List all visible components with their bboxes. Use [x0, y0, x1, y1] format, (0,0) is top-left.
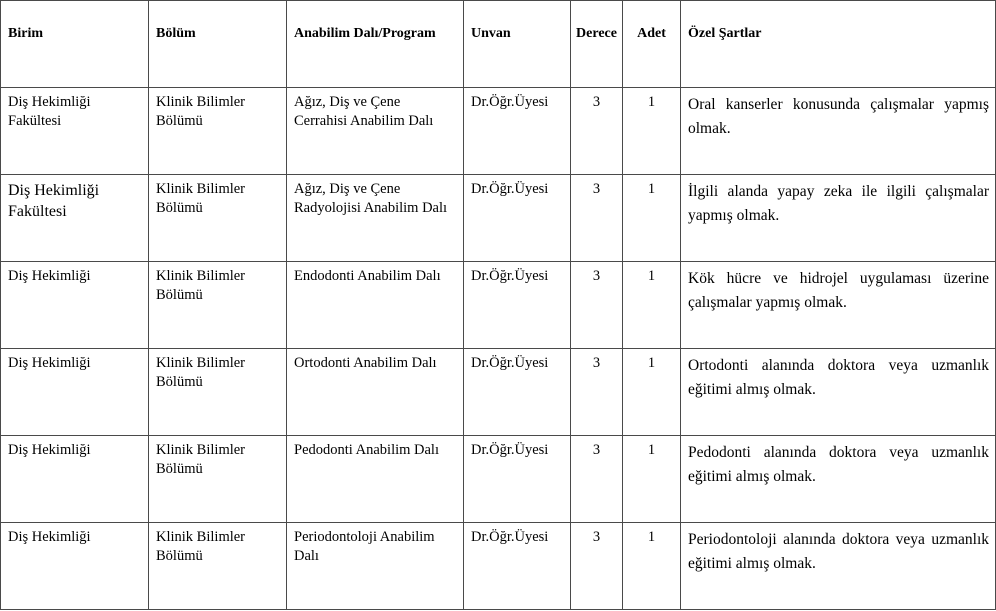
cell-derece: 3 [571, 349, 623, 436]
cell-anabilim: Pedodonti Anabilim Dalı [287, 436, 464, 523]
table-body [1, 88, 996, 610]
cell-ozel-sartlar: Periodontoloji alanında doktora veya uzmanlık eğitimi almış olmak. [681, 523, 996, 610]
cell-adet: 1 [623, 436, 681, 523]
cell-unvan: Dr.Öğr.Üyesi [464, 436, 571, 523]
header-unvan: Unvan [464, 1, 571, 88]
cell-birim: Diş Hekimliği [1, 436, 149, 523]
cell-bolum: Klinik Bilimler Bölümü [149, 88, 287, 175]
cell-derece: 3 [571, 523, 623, 610]
cell-anabilim: Ağız, Diş ve Çene Radyolojisi Anabilim Dalı [287, 175, 464, 262]
cell-ozel-sartlar: Oral kanserler konusunda çalışmalar yapmış olmak. [681, 88, 996, 175]
header-ozel-sartlar: Özel Şartlar [681, 1, 996, 88]
cell-adet: 1 [623, 175, 681, 262]
cell-bolum: Klinik Bilimler Bölümü [149, 436, 287, 523]
cell-adet: 1 [623, 262, 681, 349]
cell-unvan: Dr.Öğr.Üyesi [464, 262, 571, 349]
cell-derece: 3 [571, 262, 623, 349]
header-anabilim: Anabilim Dalı/Program [287, 1, 464, 88]
cell-unvan: Dr.Öğr.Üyesi [464, 88, 571, 175]
cell-anabilim: Periodontoloji Anabilim Dalı [287, 523, 464, 610]
cell-adet: 1 [623, 349, 681, 436]
cell-birim: Diş Hekimliği [1, 262, 149, 349]
header-derece: Derece [571, 1, 623, 88]
cell-derece: 3 [571, 175, 623, 262]
header-adet: Adet [623, 1, 681, 88]
cell-adet: 1 [623, 523, 681, 610]
table-row [1, 88, 996, 175]
cell-bolum: Klinik Bilimler Bölümü [149, 262, 287, 349]
cell-anabilim: Ortodonti Anabilim Dalı [287, 349, 464, 436]
cell-birim: Diş Hekimliği [1, 523, 149, 610]
table-header [1, 1, 996, 88]
cell-bolum: Klinik Bilimler Bölümü [149, 523, 287, 610]
table-row [1, 523, 996, 610]
cell-ozel-sartlar: Ortodonti alanında doktora veya uzmanlık eğitimi almış olmak. [681, 349, 996, 436]
cell-unvan: Dr.Öğr.Üyesi [464, 523, 571, 610]
table-row [1, 175, 996, 262]
table-row [1, 436, 996, 523]
cell-birim: Diş Hekimliği Fakültesi [1, 88, 149, 175]
header-birim: Birim [1, 1, 149, 88]
cell-anabilim: Endodonti Anabilim Dalı [287, 262, 464, 349]
table-row [1, 262, 996, 349]
cell-ozel-sartlar: Kök hücre ve hidrojel uygulaması üzerine çalışmalar yapmış olmak. [681, 262, 996, 349]
cell-derece: 3 [571, 436, 623, 523]
cell-unvan: Dr.Öğr.Üyesi [464, 349, 571, 436]
cell-derece: 3 [571, 88, 623, 175]
cell-bolum: Klinik Bilimler Bölümü [149, 175, 287, 262]
cell-adet: 1 [623, 88, 681, 175]
cell-ozel-sartlar: Pedodonti alanında doktora veya uzmanlık eğitimi almış olmak. [681, 436, 996, 523]
cell-birim: Diş Hekimliği [1, 349, 149, 436]
cell-anabilim: Ağız, Diş ve Çene Cerrahisi Anabilim Dalı [287, 88, 464, 175]
header-row [1, 1, 996, 88]
cell-bolum: Klinik Bilimler Bölümü [149, 349, 287, 436]
cell-birim: Diş Hekimliği Fakültesi [1, 175, 149, 262]
header-bolum: Bölüm [149, 1, 287, 88]
cell-ozel-sartlar: İlgili alanda yapay zeka ile ilgili çalışmalar yapmış olmak. [681, 175, 996, 262]
cell-unvan: Dr.Öğr.Üyesi [464, 175, 571, 262]
table-row [1, 349, 996, 436]
